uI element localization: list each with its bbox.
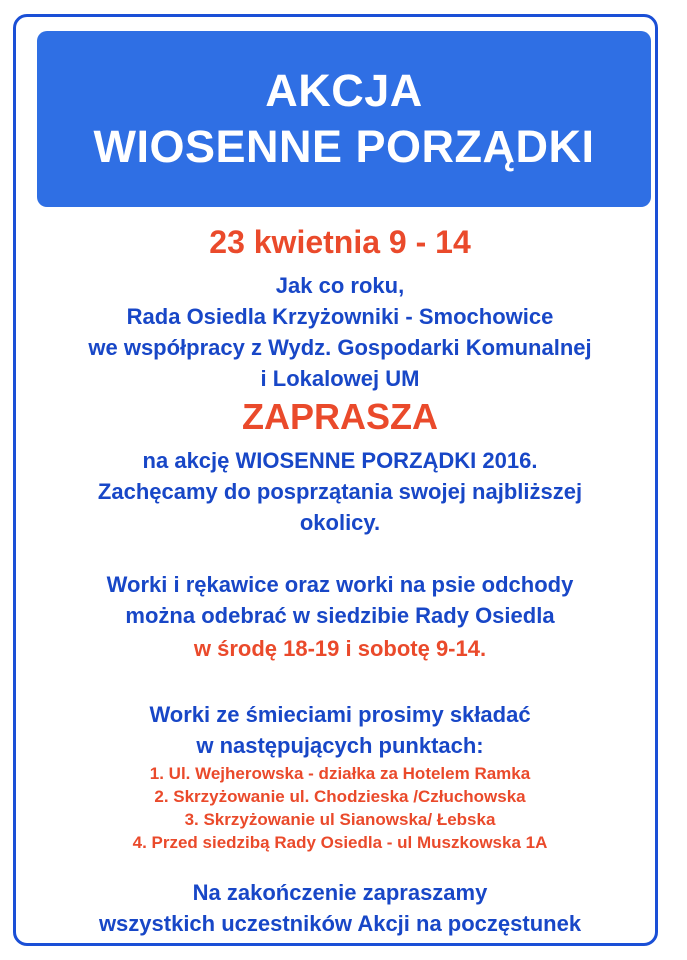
intro-line-3: we współpracy z Wydz. Gospodarki Komunalnej xyxy=(88,335,592,360)
drop-line-1: Worki ze śmieciami prosimy składać xyxy=(149,702,531,727)
pickup-hours: w środę 18-19 i sobotę 9-14. xyxy=(193,636,487,661)
invite-heading: ZAPRASZA xyxy=(242,396,438,437)
intro-line-4: i Lokalowej UM xyxy=(260,366,420,391)
drop-point-4: 4. Przed siedzibą Rady Osiedla - ul Muszkowska 1A xyxy=(132,833,548,852)
drop-point-3: 3. Skrzyżowanie ul Sianowska/ Łebska xyxy=(184,810,496,829)
event-date: 23 kwietnia 9 - 14 xyxy=(209,224,471,260)
title-banner xyxy=(37,31,651,207)
pickup-line-2: można odebrać w siedzibie Rady Osiedla xyxy=(125,603,555,628)
drop-line-2: w następujących punktach: xyxy=(196,733,484,758)
title-line-2: WIOSENNE PORZĄDKI xyxy=(93,121,595,172)
drop-point-2: 2. Skrzyżowanie ul. Chodzieska /Człuchowska xyxy=(154,787,526,806)
intro-line-1: Jak co roku, xyxy=(275,273,405,298)
drop-point-1: 1. Ul. Wejherowska - działka za Hotelem Ramka xyxy=(149,764,531,783)
closing-line-2: wszystkich uczestników Akcji na poczęstunek xyxy=(98,911,582,936)
title-line-1: AKCJA xyxy=(265,65,423,116)
action-line-2: Zachęcamy do posprzątania swojej najbliższej xyxy=(97,479,583,504)
intro-line-2: Rada Osiedla Krzyżowniki - Smochowice xyxy=(126,304,554,329)
pickup-line-1: Worki i rękawice oraz worki na psie odchody xyxy=(106,572,574,597)
closing-line-1: Na zakończenie zapraszamy xyxy=(192,880,488,905)
action-line-1: na akcję WIOSENNE PORZĄDKI 2016. xyxy=(142,448,538,473)
action-line-3: okolicy. xyxy=(299,510,381,535)
